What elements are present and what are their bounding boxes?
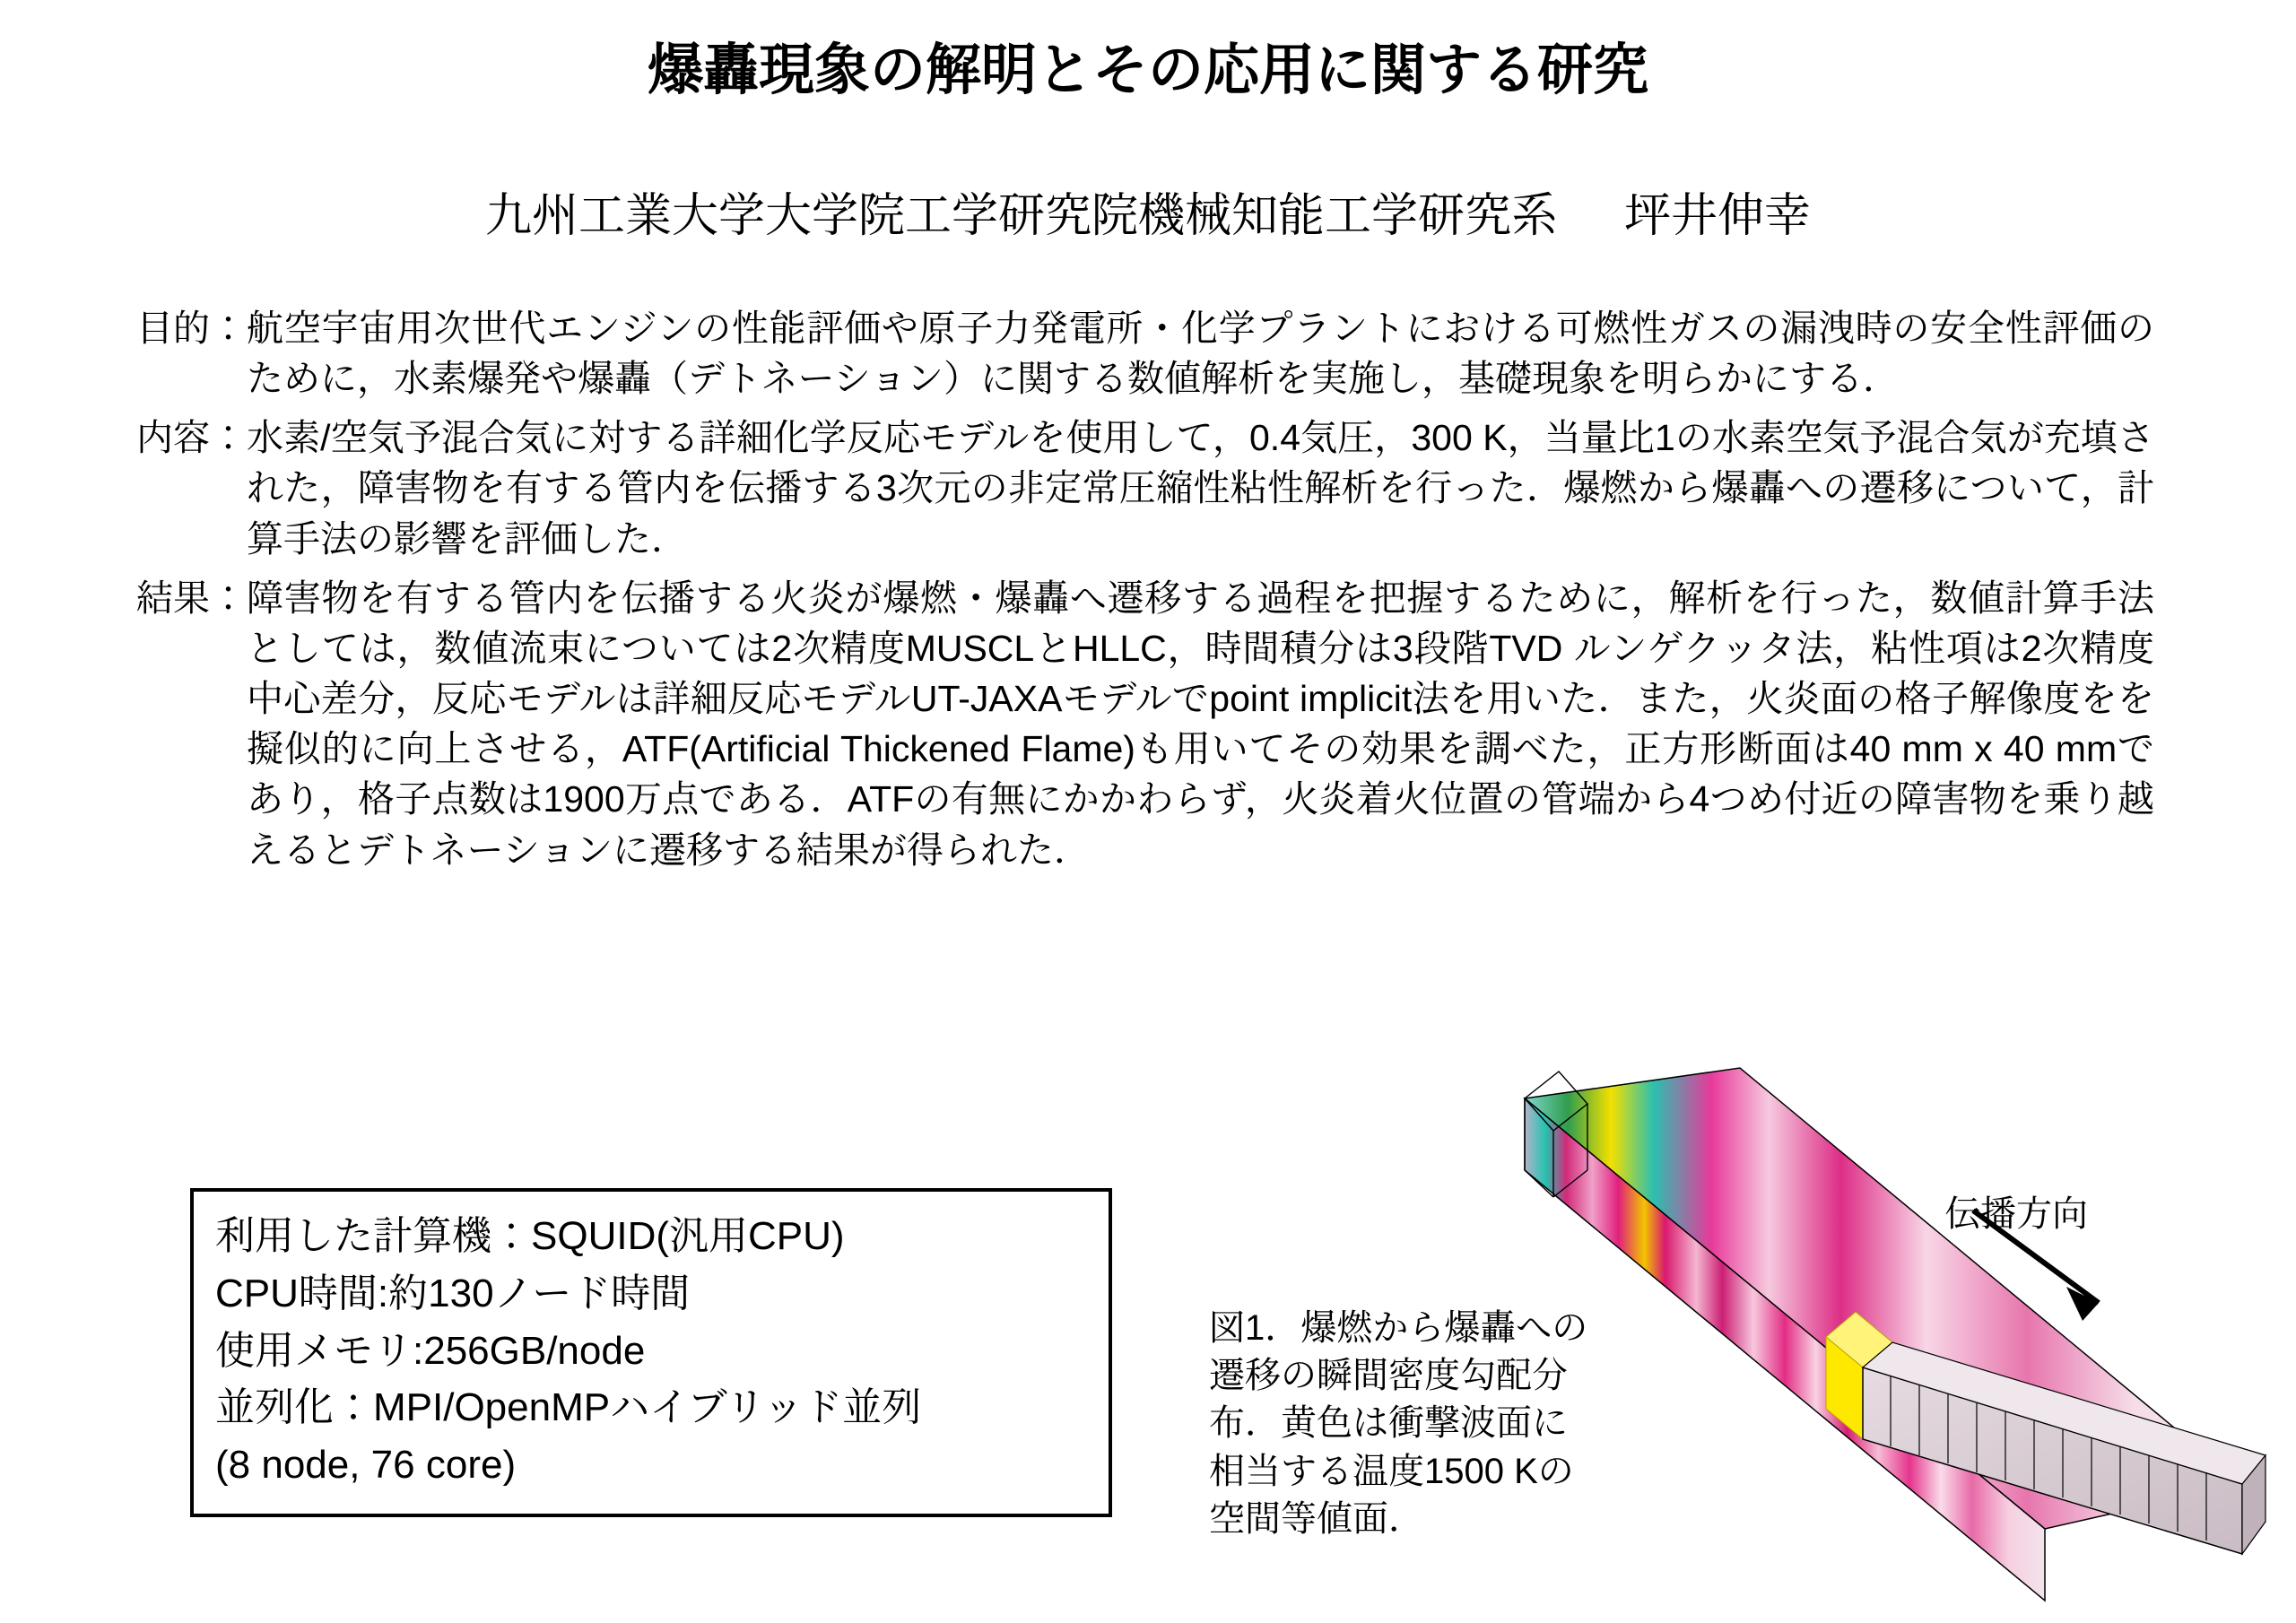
body-text-block — [136, 303, 2154, 884]
section-content-text: 水素/空気予混合気に対する詳細化学反応モデルを使用して，0.4気圧，300 K，当量比1の水素空気予混合気が充填された，障害物を有する管内を伝播する3次元の非定常圧縮性粘性解析を行った．爆燃から爆轟への遷移について，計算手法の影響を評価した． — [247, 417, 2154, 560]
affiliation-text: 九州工業大学大学院工学研究院機械知能工学研究系 — [484, 190, 1558, 242]
section-results-text: 障害物を有する管内を伝播する火炎が爆燃・爆轟へ遷移する過程を把握するために，解析を行った，数値計算手法としては，数値流束については2次精度MUSCLとHLLC，時間積分は3段階TVD ルンゲクッタ法，粘性項は2次精度中心差分，反応モデルは詳細反応モデルUT-JAXAモデルでpoint implicit法を用いた．また，火炎面の格子解像度をを擬似的に向上させる，ATF(Artificial Thickened Flame)も用いてその効果を調べた，正方形断面は40 mm x 40 mmであり，格子点数は1900万点である．ATFの有無にかかわらず，火炎着火位置の管端から4つめ付近の障害物を乗り越えるとデトネーションに遷移する結果が得られた． — [247, 577, 2154, 871]
spec-line-parallelization: 並列化：MPI/OpenMPハイブリッド並列 — [215, 1385, 922, 1430]
figure-caption-line-3: 布．黄色は衝撃波面に — [1209, 1403, 1568, 1444]
spec-line-cpu-time: CPU時間:約130ノード時間 — [215, 1271, 691, 1315]
figure-caption-line-2: 遷移の瞬間密度勾配分 — [1209, 1356, 1568, 1396]
section-content-label: 内容： — [136, 417, 247, 459]
section-content — [136, 412, 2154, 563]
section-purpose-text: 航空宇宙用次世代エンジンの性能評価や原子力発電所・化学プラントにおける可燃性ガスの漏洩時の安全性評価のために，水素爆発や爆轟（デトネーション）に関する数値解析を実施し，基礎現象を明らかにする． — [247, 308, 2154, 400]
propagation-direction-label: 伝播方向 — [1944, 1194, 2088, 1234]
section-purpose-label: 目的： — [136, 308, 247, 349]
page-title: 爆轟現象の解明とその応用に関する研究 — [647, 39, 1648, 101]
section-purpose — [136, 303, 2154, 404]
figure-caption-line-1: 図1．爆燃から爆轟への — [1209, 1308, 1588, 1348]
simulation-figure-svg — [1471, 1063, 2278, 1623]
spec-line-nodes-cores: (8 node, 76 core) — [215, 1443, 517, 1488]
affiliation-line — [0, 178, 2296, 245]
section-results-label: 結果： — [136, 577, 247, 619]
compute-specs-box — [190, 1188, 1112, 1517]
section-results — [136, 573, 2154, 875]
spec-line-machine: 利用した計算機：SQUID(汎用CPU) — [215, 1214, 845, 1258]
figure-caption-line-4: 相当する温度1500 Kの — [1209, 1451, 1574, 1491]
figure-caption-line-5: 空間等値面． — [1209, 1498, 1424, 1539]
spec-line-memory: 使用メモリ:256GB/node — [215, 1328, 646, 1373]
simulation-figure — [1471, 1063, 2278, 1623]
author-name: 坪井伸幸 — [1624, 190, 1812, 242]
